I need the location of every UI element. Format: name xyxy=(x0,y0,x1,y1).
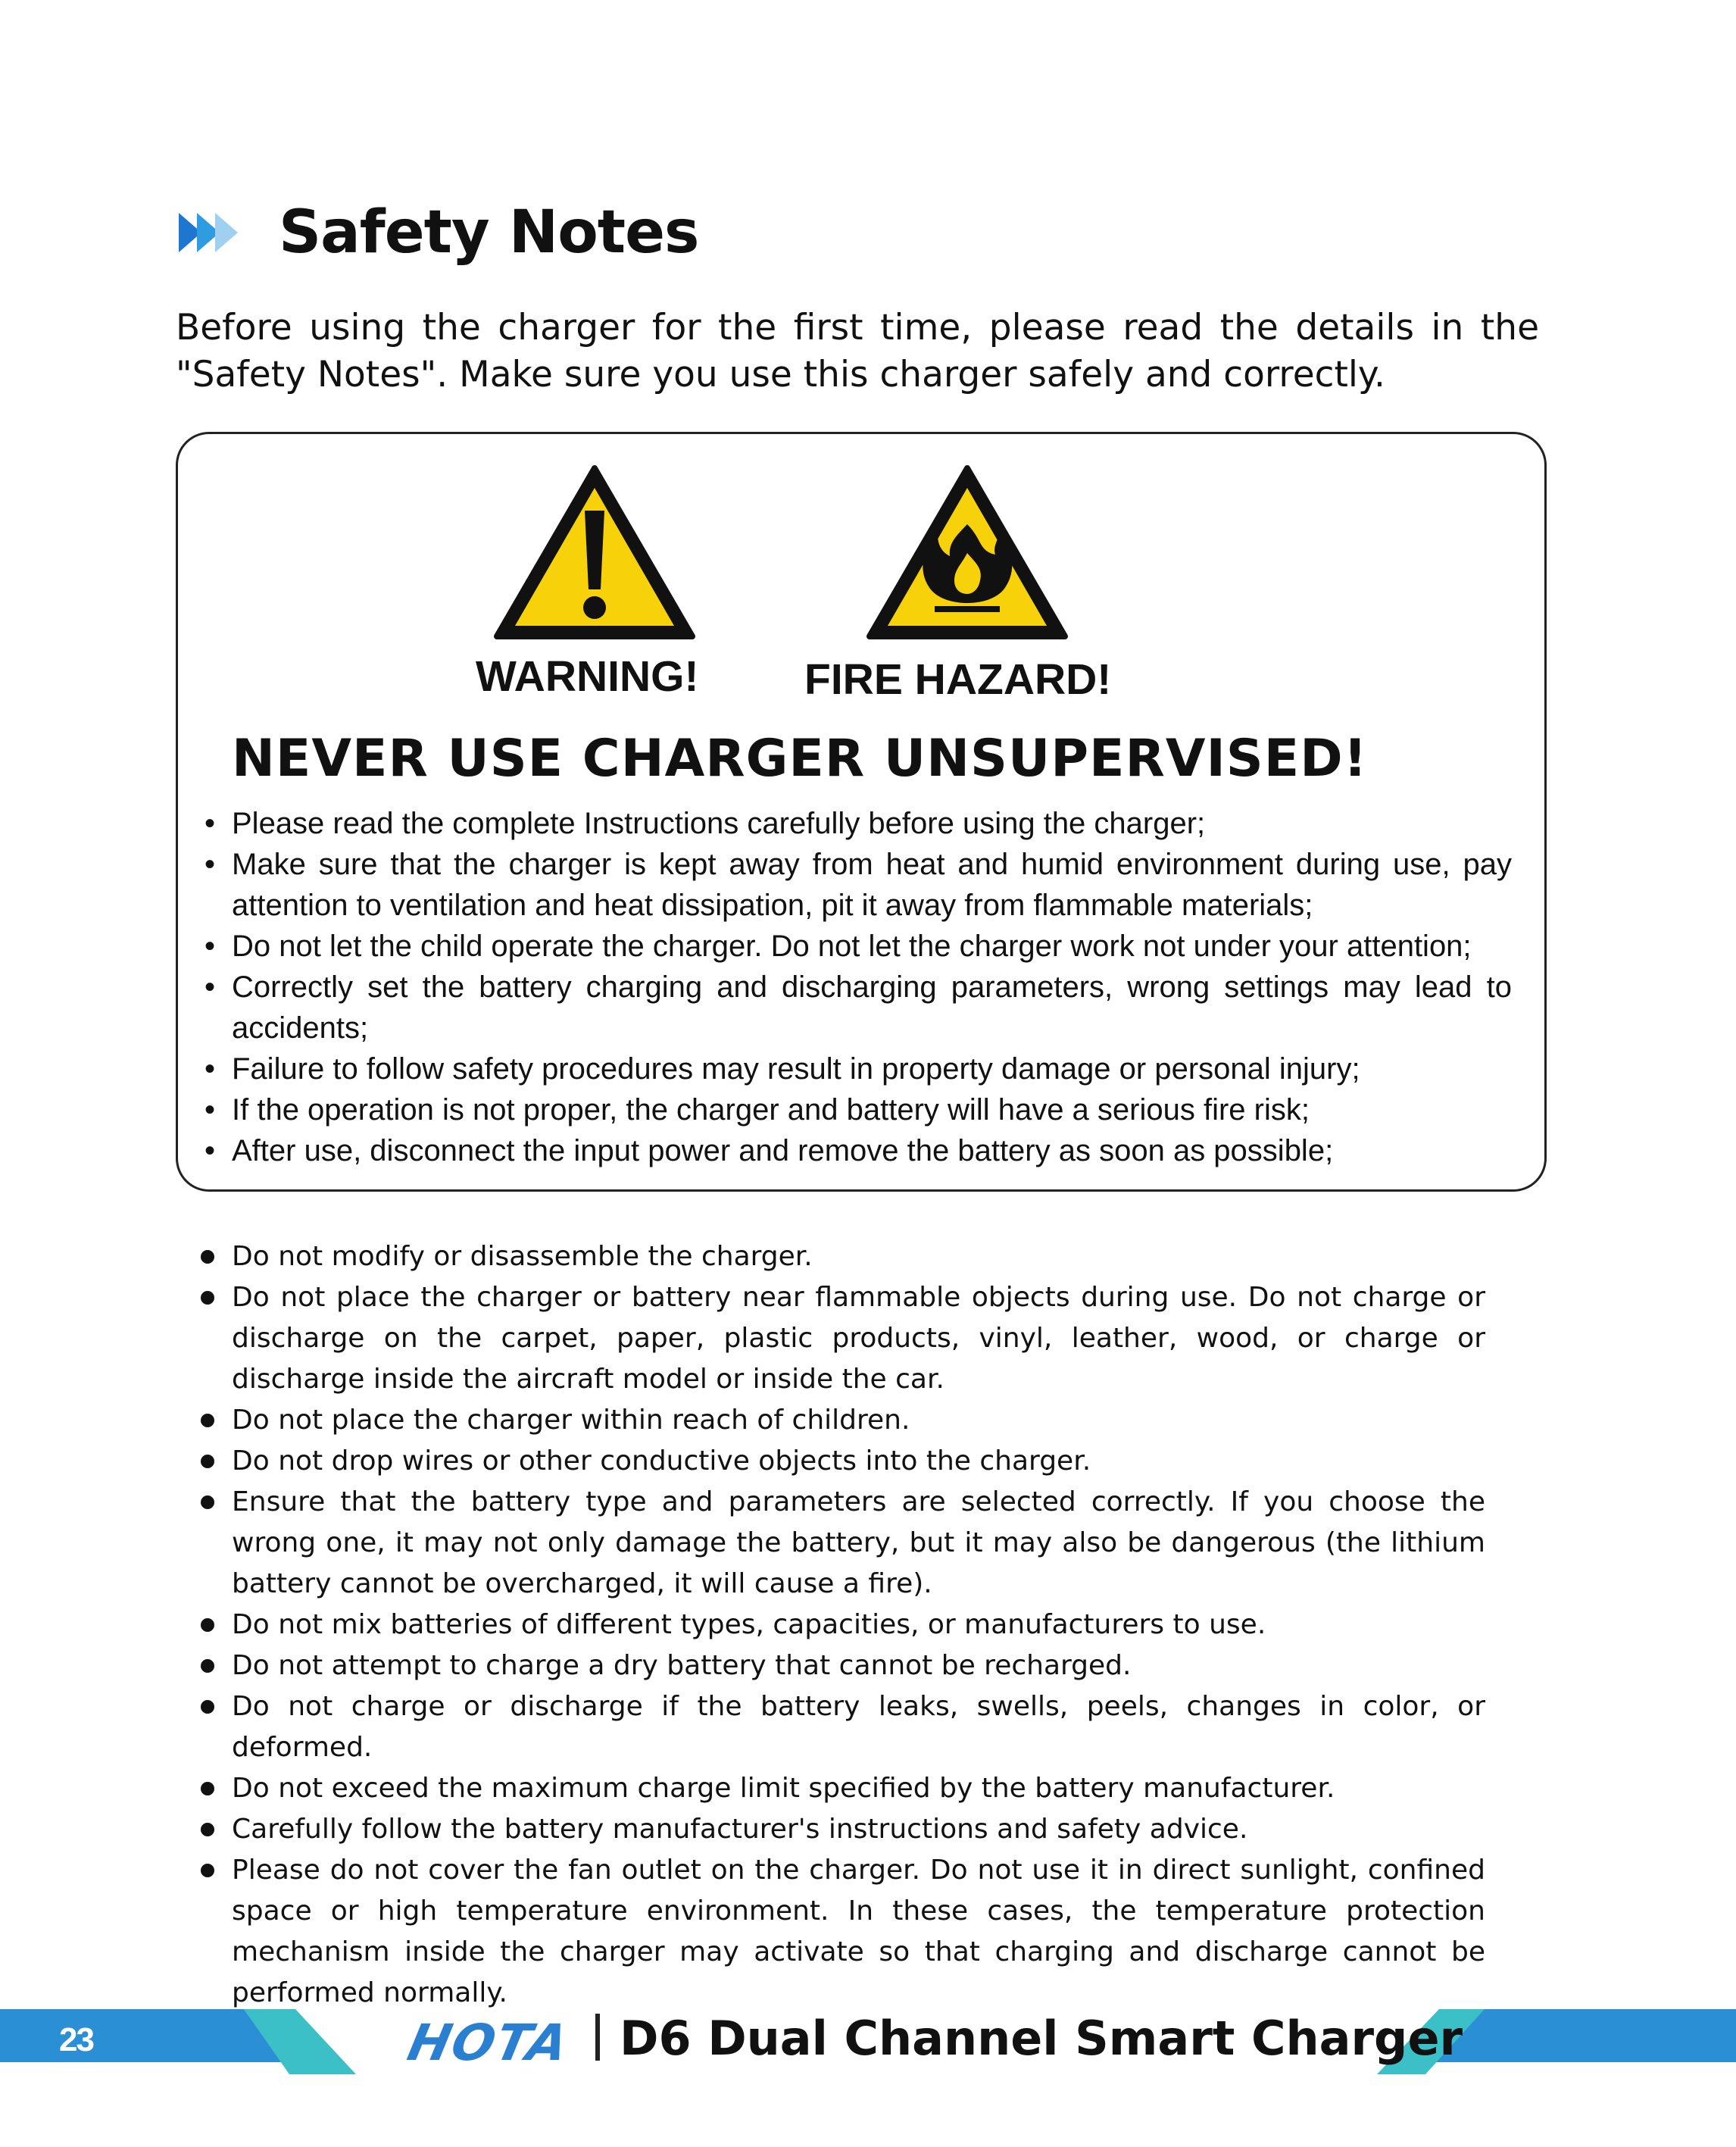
list-item: • If the operation is not proper, the charger and battery will have a serious fire risk; xyxy=(232,1089,1512,1130)
double-arrow-icon xyxy=(179,210,254,255)
list-item: Please do not cover the fan outlet on the charger. Do not use it in direct sunlight, confined space or high temperature environment. In these cases, the temperature protection mechanism inside the charger may activate so that charging and discharge cannot be performed normally. xyxy=(232,1850,1485,2014)
footer-divider xyxy=(595,2014,600,2061)
list-item: Do not place the charger within reach of children. xyxy=(232,1400,1485,1441)
list-item: Do not attempt to charge a dry battery that cannot be recharged. xyxy=(232,1645,1485,1686)
warning-label: WARNING! xyxy=(476,652,699,701)
flame-triangle-icon xyxy=(865,464,1069,644)
list-item: Do not modify or disassemble the charger. xyxy=(232,1236,1485,1277)
list-item: Do not mix batteries of different types, capacities, or manufacturers to use. xyxy=(232,1605,1485,1645)
list-item: • Correctly set the battery charging and discharging parameters, wrong settings may lead to accidents; xyxy=(232,967,1512,1048)
section-heading xyxy=(179,198,698,267)
safety-notes-list xyxy=(232,1236,1485,2014)
list-item: Do not drop wires or other conductive objects into the charger. xyxy=(232,1441,1485,1482)
product-title: D6 Dual Channel Smart Charger xyxy=(620,2011,1463,2066)
list-item: • After use, disconnect the input power and remove the battery as soon as possible; xyxy=(232,1130,1512,1171)
warning-list xyxy=(232,803,1512,1171)
warning-sign xyxy=(492,464,697,644)
unsupervised-headline: NEVER USE CHARGER UNSUPERVISED! xyxy=(232,729,1368,789)
page-number: 23 xyxy=(59,2021,93,2058)
page-footer xyxy=(0,2008,1736,2076)
fire-hazard-sign xyxy=(865,464,1069,644)
list-item: Do not exceed the maximum charge limit specified by the battery manufacturer. xyxy=(232,1768,1485,1809)
list-item: • Failure to follow safety procedures may result in property damage or personal injury; xyxy=(232,1048,1512,1089)
list-item: • Please read the complete Instructions carefully before using the charger; xyxy=(232,803,1512,844)
exclamation-triangle-icon xyxy=(492,464,697,644)
brand-logo: HOTA xyxy=(402,2014,575,2072)
page-title: Safety Notes xyxy=(279,198,699,267)
fire-hazard-label: FIRE HAZARD! xyxy=(804,655,1112,704)
list-item: • Do not let the child operate the charger. Do not let the charger work not under your attention; xyxy=(232,926,1512,967)
list-item: • Make sure that the charger is kept away from heat and humid environment during use, pay attention to ventilation and heat dissipation, pit it away from flammable materials; xyxy=(232,844,1512,926)
list-item: Carefully follow the battery manufacturer's instructions and safety advice. xyxy=(232,1809,1485,1850)
intro-paragraph: Before using the charger for the first time, please read the details in the "Safety Notes". Make sure you use this charger safely and correctly. xyxy=(176,307,1539,395)
list-item: Do not place the charger or battery near flammable objects during use. Do not charge or discharge on the carpet, paper, plastic products, vinyl, leather, wood, or charge or discharge inside the aircraft model or inside the car. xyxy=(232,1277,1485,1400)
list-item: Ensure that the battery type and parameters are selected correctly. If you choose the wrong one, it may not only damage the battery, but it may also be dangerous (the lithium battery cannot be overcharged, it will cause a fire). xyxy=(232,1482,1485,1605)
list-item: Do not charge or discharge if the battery leaks, swells, peels, changes in color, or deformed. xyxy=(232,1686,1485,1768)
